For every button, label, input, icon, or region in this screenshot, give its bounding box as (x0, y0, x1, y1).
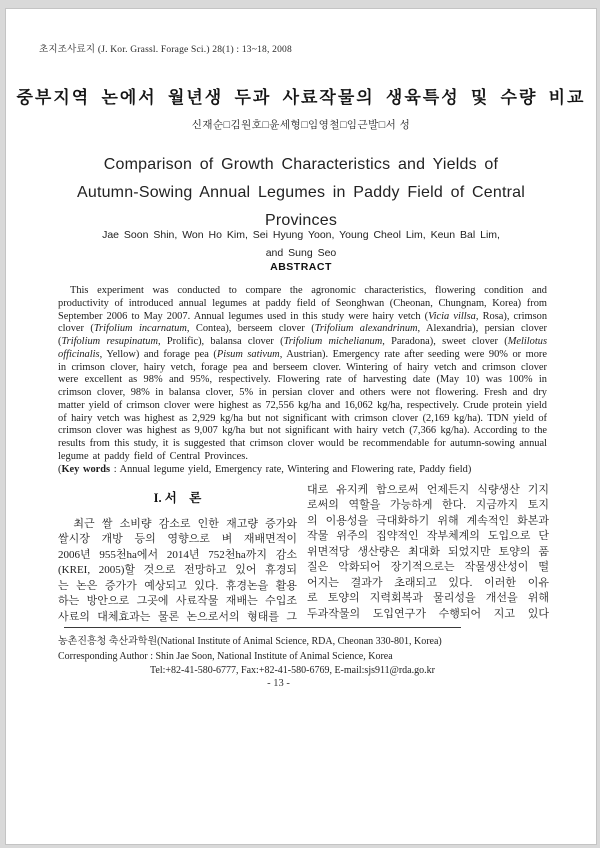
introduction-section-heading: I. 서 론 (153, 491, 202, 505)
introduction-right-text: 대로 유지케 함으로써 언제든지 식량생산 기지 로써의 역할을 가능하게 한다. 지금까지 토지 의 이용성을 극대화하기 위해 계속적인 화본과 작물 위주의 집약적인 작부체계의 도입으로 단 위면적당 생산량은 최대화 되었지만 토양의 품 질은 악화되어 장기적으로는 작물생산성이 떨 어지는 결과가 초래되고 있다. 이러한 이유 로 토양의 지력회복과 물리성을 개선을 위해 두과작물의 도입연구가 수행되어 지고 있다 (307, 484, 549, 620)
introduction-left-column (58, 488, 297, 625)
abstract-body: This experiment was conducted to compare the agronomic characteristics, flowering condition and productivity of introduced annual legumes at paddy field of Seonghwan (Cheonan, Chungnam, Korea) from September 2006 to May 2007. Annual legumes used in this study were hairy vetch (Vicia villsa, Rosa), crimson clover (Trifolium incarnatum, Contea), berseem clover (Trifolium alexandrinum, Alexandria), persian clover (Trifolium resupinatum, Prolific), balansa clover (Trifolium michelianum, Paradona), sweet clover (Melilotus officinalis, Yellow) and forage pea (Pisum sativum, Austrian). Emergency rate after seeding were 90% or more in crimson clover, hairy vetch, forage pea and berseem clover. Wintering of hairy vetch and crimson clover were excellent as 98% and 95%, respectively. Flowering rate of harvesting date (May 10) was 100% in crimson clover, 98% in balansa clover, 5% in persian clover and others were not flowering. Fresh and dry matter yield of crimson clover were highest as 72,556 kg/ha and 16,062 kg/ha, respectively. Crude protein yield of hairy vetch was highest as 2,929 kg/ha but not significant with crimson clover (2,169 kg/ha). TDN yield of crimson clover was highest as 9,007 kg/ha but not significant with hairy vetch (7,366 kg/ha). According to the results from this study, it is suggested that crimson clover would be recommendable for autumn-sowing annual legume at paddy field of Central Provinces. (58, 285, 548, 462)
footnote-divider (64, 627, 461, 628)
authors-korean: 신재순□김원호□윤세형□임영철□임근발□서 성 (191, 119, 411, 131)
paper-page (5, 8, 597, 845)
paper-title-korean: 중부지역 논에서 월년생 두과 사료작물의 생육특성 및 수량 비교 (16, 88, 586, 107)
affiliation-line: 농촌진흥청 축산과학원(National Institute of Animal Science, RDA, Cheonan 330-801, Korea) (58, 636, 442, 647)
corresponding-author-line: Corresponding Author : Shin Jae Soon, National Institute of Animal Science, Korea (58, 650, 393, 662)
abstract-heading: ABSTRACT (270, 261, 332, 273)
introduction-right-column (307, 483, 549, 622)
authors-english: Jae Soon Shin, Won Ho Kim, Sei Hyung Yoon, Young Cheol Lim, Keun Bal Lim, and Sung Seo (102, 229, 500, 259)
abstract-section (58, 285, 547, 476)
introduction-left-text: 최근 쌀 소비량 감소로 인한 재고량 증가와 쌀시장 개방 등의 영향으로 벼 재배면적이 2006년 955천ha에서 2014년 752천ha까지 감소 (KREI, 2005)할 것으로 전망하고 있어 휴경되 는 논은 증가가 예상되고 있다. 휴경논을 활용 하는 방안으로 그곳에 사료작물 재배는 수입조 사료의 대체효과는 물론 논으로서의 형태를 그 (58, 518, 297, 623)
page-number: - 13 - (267, 678, 290, 689)
footer-block (58, 635, 547, 679)
keywords-line: (Key words : Annual legume yield, Emergency rate, Wintering and Flowering rate, Paddy field) (58, 463, 472, 475)
contact-line: Tel:+82-41-580-6777, Fax:+82-41-580-6769, E-mail:sjs911@rda.go.kr (150, 665, 435, 676)
paper-title-english: Comparison of Growth Characteristics and Yields of Autumn-Sowing Annual Legumes in Paddy Field of Central Provinces (76, 156, 526, 229)
journal-citation: 초지조사료지 (J. Kor. Grassl. Forage Sci.) 28(1) : 13~18, 2008 (39, 45, 292, 55)
